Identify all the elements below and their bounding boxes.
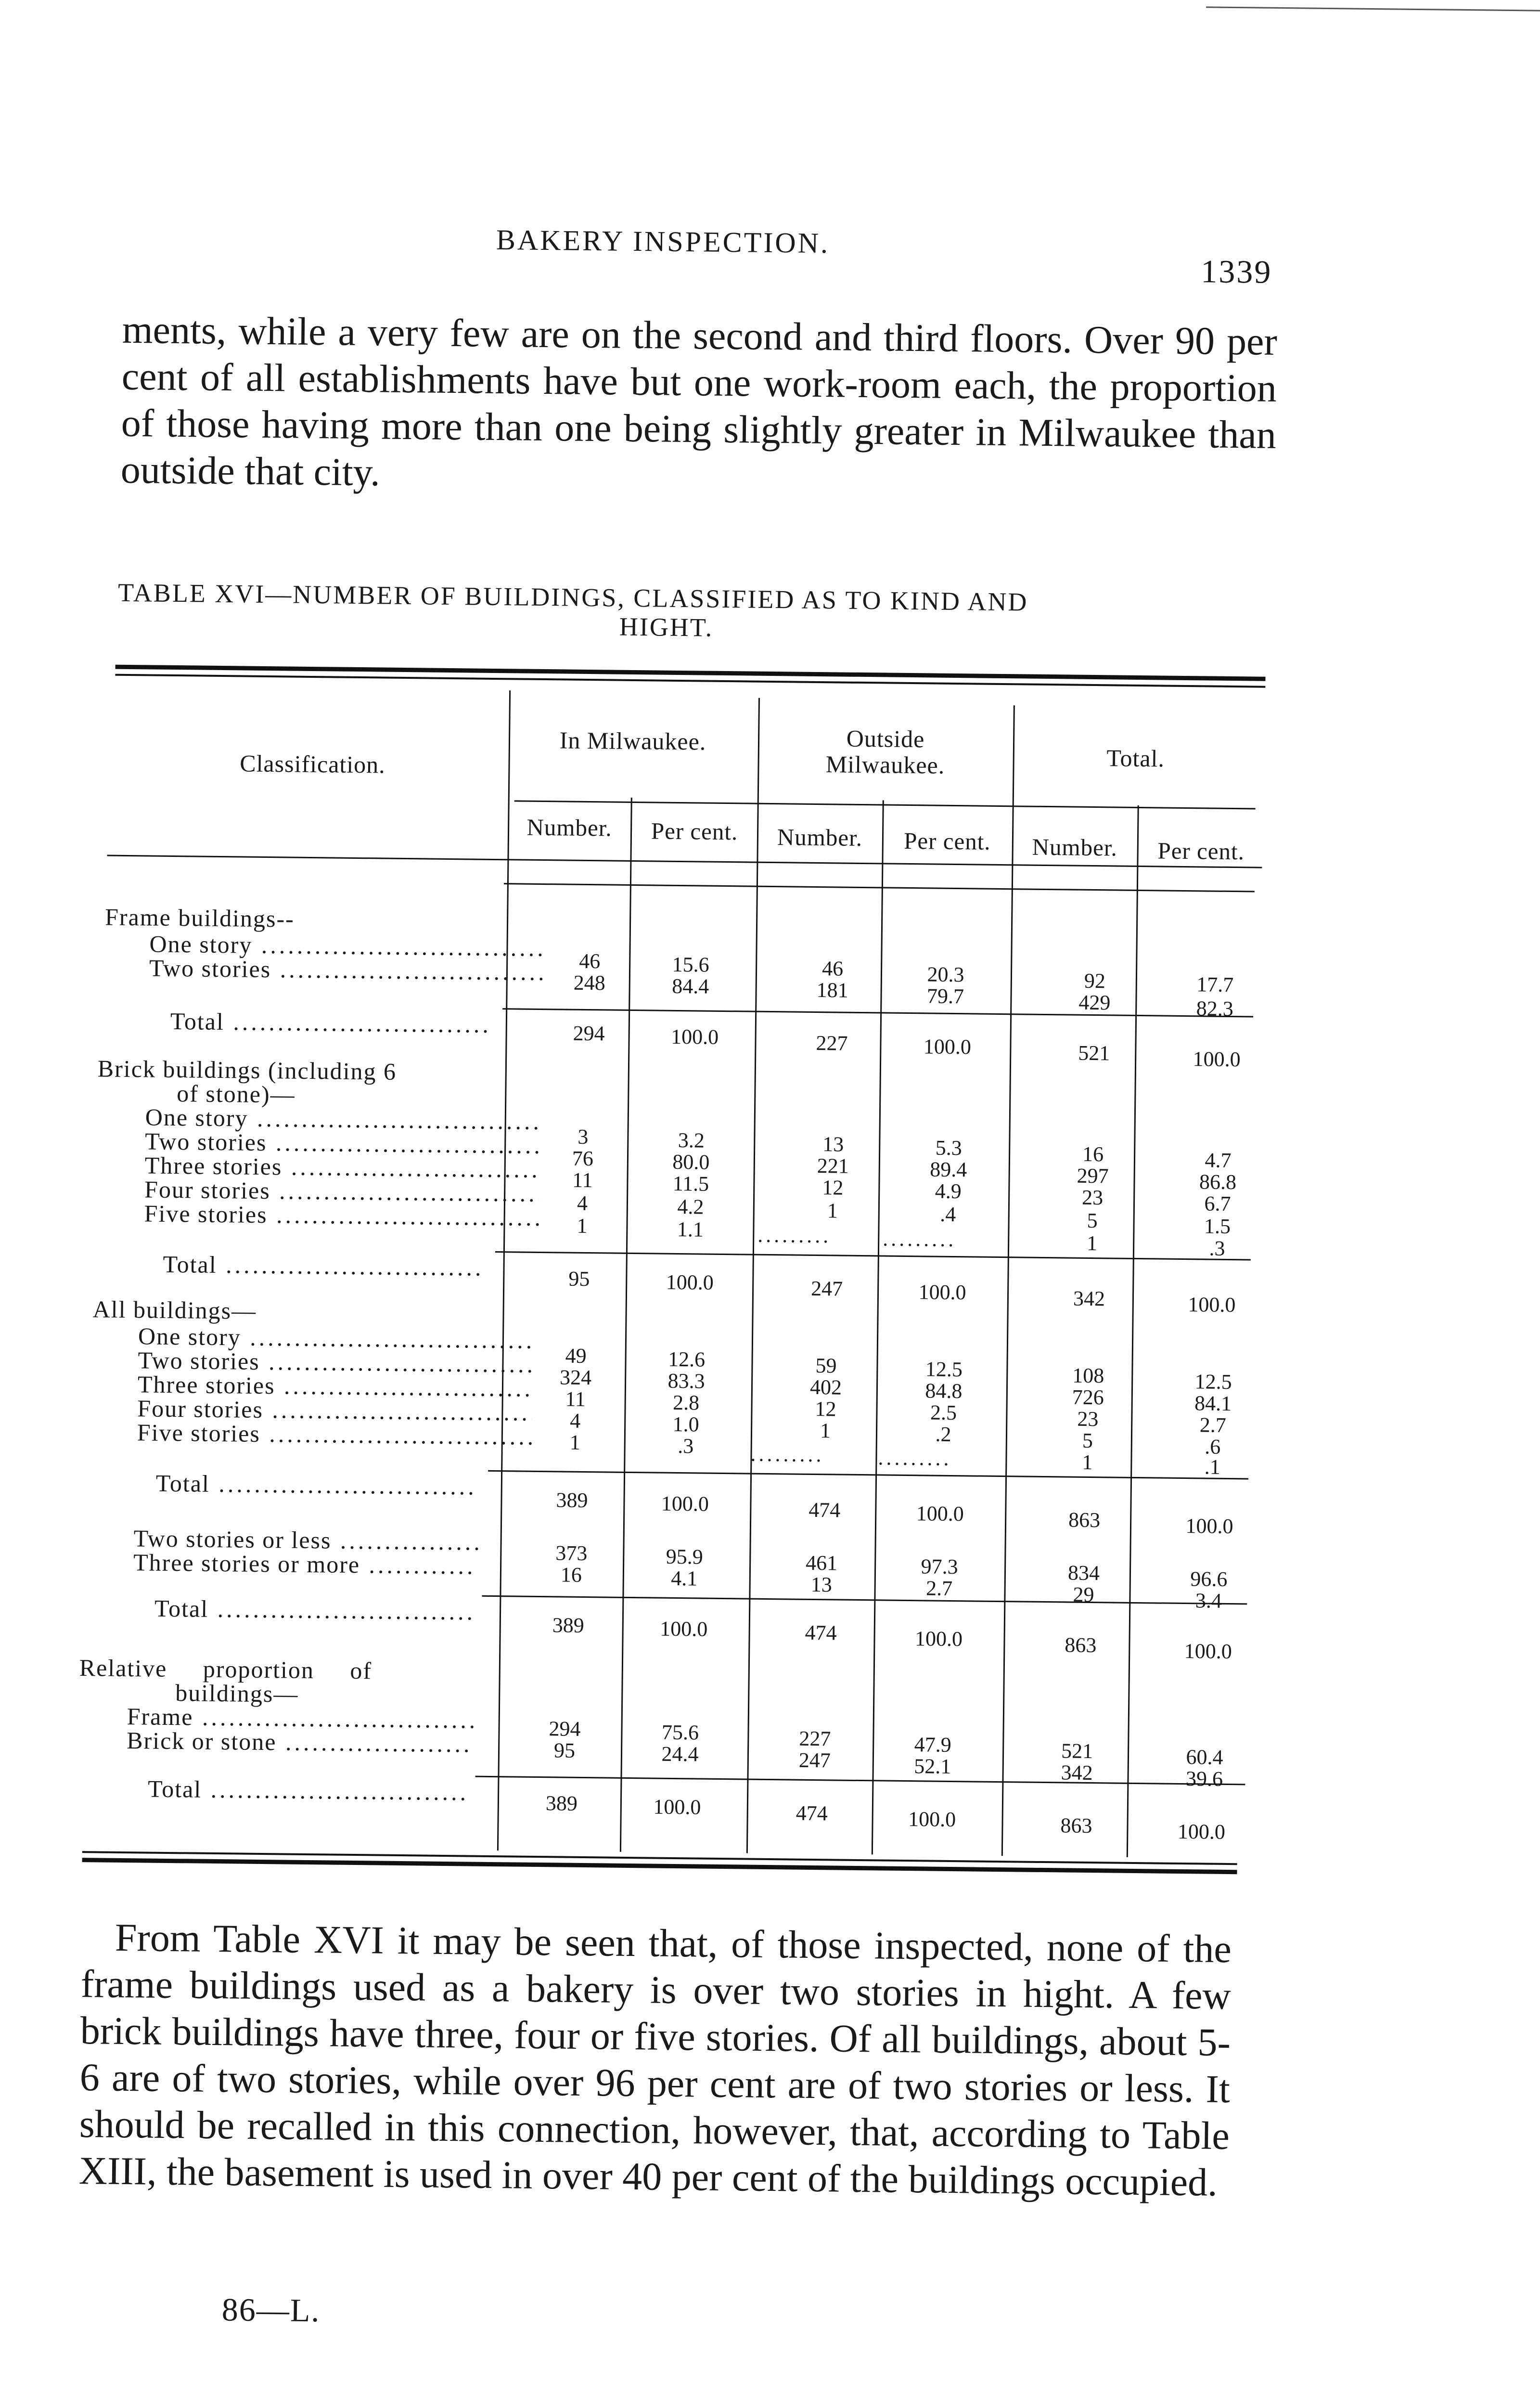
table-title-line2: HIGHT. [619,612,714,642]
table-cell: 100.0 [923,1035,972,1059]
table-cell: 84.8 [925,1379,962,1403]
table-cell: 100.0 [1188,1293,1236,1317]
table-cell: 76 [572,1146,594,1171]
col-divider-3 [746,698,760,1853]
table-cell: 521 [1061,1739,1093,1763]
total-label: Total ..... [148,1775,466,1806]
table-cell: 100.0 [1193,1047,1241,1072]
col-divider-5 [1001,705,1015,1856]
table-cell: 23 [1081,1185,1104,1210]
table-cell: 15.6 [672,952,709,977]
section-heading-cont: buildings— [175,1679,299,1708]
table-cell: 46 [821,957,844,981]
table-cell: 429 [1078,990,1111,1015]
table-cell: 2.5 [930,1400,957,1425]
table-cell: 389 [552,1613,585,1638]
row-label: Four stories ..... [144,1175,539,1207]
table-cell: 100.0 [659,1617,708,1641]
row-label: Frame ..... [127,1702,474,1734]
table-cell: 92 [1084,969,1106,993]
empty-cell-dots: ......... [750,1442,824,1467]
table-cell: .6 [1205,1435,1221,1459]
table-cell: .1 [1204,1455,1221,1479]
table-cell: 12 [815,1397,836,1421]
table-cell: 60.4 [1186,1745,1223,1769]
section-heading: All buildings— [92,1295,257,1324]
table-cell: 2.7 [1199,1413,1226,1437]
page-edge-line [1206,6,1540,12]
table-cell: 248 [573,971,606,995]
paragraph-bottom-text: From Table XVI it may be seen that, of those inspected, none of the frame buildings used as a bakery is over two stories in hight. A few brick buildings have three, four or five stories. Of all buildings, about 5-6 are of two stories, while over 96 per cent are of two stories or less. It should be recalled in this connection, however, that, according to Table XIII, the basement is used in over 40 per cent of the buildings occupied. [78,1915,1232,2204]
table-bottom-rule-thick [82,1858,1237,1874]
subheader-percent-outside: Per cent. [903,827,991,855]
table-cell: 521 [1078,1041,1110,1065]
table-cell: 4 [577,1191,588,1216]
table-cell: 100.0 [666,1270,714,1294]
subheader-number-total: Number. [1032,833,1118,861]
table-cell: 46 [578,949,601,973]
table-title-line1: TABLE XVI—NUMBER OF BUILDINGS, CLASSIFIED AS TO KIND AND [117,578,1028,617]
table-cell: 12.6 [667,1347,706,1372]
running-head: BAKERY INSPECTION. [496,223,830,259]
table-cell: 6.7 [1204,1191,1231,1216]
table-cell: 84.1 [1194,1391,1232,1416]
row-label: One story ..... [138,1322,533,1354]
table-cell: 96.6 [1190,1567,1228,1591]
table-cell: 5.3 [935,1136,962,1160]
table-cell: 1 [820,1419,831,1443]
table-cell: 59 [815,1354,837,1378]
table-cell: .2 [935,1422,951,1446]
row-label: Five stories ..... [144,1199,539,1231]
header-outside: Outside Milwaukee. [825,725,945,779]
table-cell: 4.1 [671,1566,698,1591]
table-cell: 294 [549,1717,581,1741]
table-cell: .3 [677,1434,694,1458]
table-cell: 3 [578,1125,589,1149]
table-cell: 834 [1067,1561,1100,1585]
table-cell: 5 [1087,1208,1098,1233]
table-cell: 100.0 [908,1807,956,1832]
table-cell: 95 [568,1267,590,1291]
table-cell: 82.3 [1196,996,1234,1021]
table-cell: 83.3 [667,1369,705,1393]
table-cell: 100.0 [1184,1639,1232,1664]
table-cell: 108 [1072,1363,1104,1388]
table-cell: 1 [569,1430,581,1454]
table-cell: 373 [555,1541,588,1566]
paragraph-bottom [78,1914,1232,2206]
table-cell: 97.3 [921,1554,958,1579]
table-cell: 4.2 [677,1194,704,1219]
table-cell: 80.0 [672,1150,710,1174]
table-cell: 100.0 [1177,1819,1226,1844]
row-label: Two stories or less ..... [133,1524,480,1556]
table-cell: 16 [560,1563,582,1587]
row-label: One story ..... [145,1103,540,1135]
table-cell: 5 [1082,1428,1093,1453]
table-cell: .3 [1209,1236,1225,1260]
table-cell: 12.5 [1194,1370,1232,1394]
table-cell: 3.4 [1195,1589,1222,1613]
table-cell: 247 [798,1748,831,1773]
subheader-number-outside: Number. [777,824,863,851]
table-cell: 29 [1073,1582,1094,1607]
table-cell: 4 [569,1409,581,1433]
row-label: One story ..... [149,930,544,962]
table-cell: 100.0 [916,1501,964,1526]
table-cell: 11 [565,1387,586,1411]
row-label: Three stories or more ..... [133,1548,475,1579]
header-total: Total. [1106,744,1165,772]
table-top-rule-thick [116,665,1266,681]
empty-cell-dots: ......... [757,1223,832,1248]
table-cell: 342 [1073,1286,1105,1311]
table-cell: 17.7 [1196,972,1234,997]
table-cell: 474 [808,1498,841,1522]
total-label: Total ..... [163,1250,486,1281]
table-cell: 221 [817,1154,849,1178]
body-top-rule [504,883,1255,892]
table-cell: 12.5 [925,1357,963,1382]
empty-cell-dots: ......... [882,1227,957,1252]
table-cell: 342 [1061,1760,1093,1785]
table-cell: 1 [827,1199,838,1223]
table-cell: 726 [1072,1385,1104,1410]
table-cell: 324 [559,1365,592,1390]
table-cell: 79.7 [926,984,964,1009]
table-cell: 863 [1065,1633,1097,1657]
section-heading: Brick buildings (including 6 [97,1055,397,1085]
table-cell: 89.4 [930,1157,967,1182]
table-cell: 297 [1077,1164,1109,1188]
subheader-percent-milwaukee: Per cent. [651,817,738,845]
col-divider-6 [1127,805,1139,1857]
table-cell: 47.9 [914,1733,952,1757]
table-cell: 100.0 [914,1627,963,1651]
row-label: Four stories ..... [137,1394,532,1426]
table-cell: 402 [809,1375,842,1399]
table-cell: 1 [1086,1231,1098,1255]
table-cell: 13 [822,1132,844,1156]
table-cell: 20.3 [927,962,964,987]
table-cell: 1 [1082,1450,1093,1475]
row-label: Two stories ..... [145,1127,540,1159]
table-cell: 247 [810,1276,843,1301]
table-cell: 1 [577,1214,588,1238]
table-cell: 39.6 [1185,1767,1223,1791]
table-cell: 11.5 [672,1171,709,1196]
table-cell: 49 [565,1344,587,1368]
table-cell: 100.0 [670,1024,719,1049]
header-classification: Classification. [239,750,386,778]
total-label: Total ..... [156,1469,479,1501]
table-cell: 1.0 [672,1412,699,1436]
table-cell: 294 [573,1021,605,1046]
subheader-percent-total: Per cent. [1157,837,1245,865]
header-group-rule [514,800,1256,809]
table-cell: 1.1 [677,1217,704,1242]
table-cell: 2.8 [672,1390,700,1415]
table-cell: 4.7 [1205,1148,1232,1173]
row-label: Brick or stone ..... [127,1726,474,1758]
table-cell: 474 [796,1801,828,1825]
row-label: Two stories ..... [138,1346,533,1378]
total-rule [475,1776,1245,1786]
table-cell: .4 [940,1202,956,1227]
table-cell: 16 [1082,1142,1104,1166]
table-cell: 100.0 [1185,1514,1233,1539]
table-cell: 227 [816,1031,848,1055]
table-cell: 389 [556,1488,588,1513]
table-cell: 474 [805,1620,837,1645]
paragraph-top: ments, while a very few are on the second and third floors. Over 90 per cent of all establishments have but one work-room each, the proportion of those having more than one being slightly greater in Milwaukee than outside that city. [120,307,1278,494]
table-cell: 24.4 [661,1742,699,1766]
table-cell: 389 [545,1791,578,1815]
table-cell: 227 [799,1726,831,1751]
table-title [117,578,1273,648]
table-cell: 1.5 [1204,1214,1231,1239]
table-cell: 12 [822,1176,844,1200]
row-label: Three stories ..... [144,1151,539,1183]
header-milwaukee: In Milwaukee. [559,726,706,755]
total-label: Total ..... [170,1007,493,1038]
table-cell: 2.7 [925,1576,953,1601]
table-cell: 75.6 [661,1720,699,1745]
empty-cell-dots: ......... [878,1446,952,1470]
table-cell: 181 [816,978,848,1002]
page-number: 1339 [1200,253,1272,290]
subheader-number-milwaukee: Number. [526,814,613,841]
section-heading: Relative proportion of [79,1654,372,1684]
table-cell: 461 [805,1551,838,1575]
row-label: Two stories ..... [149,954,544,986]
row-label: Three stories ..... [138,1370,533,1402]
table-cell: 11 [572,1168,593,1192]
row-label: Five stories ..... [137,1418,532,1450]
table-cell: 100.0 [653,1795,701,1819]
table-cell: 23 [1077,1407,1099,1431]
table-cell: 84.4 [671,974,709,998]
col-divider-1 [497,690,511,1851]
table-cell: 52.1 [914,1754,951,1779]
table-cell: 86.8 [1199,1170,1237,1194]
signature-mark: 86—L. [221,2291,321,2329]
section-heading: Frame buildings-- [104,903,295,932]
section-heading-cont: of stone)— [177,1080,295,1108]
table-cell: 95 [553,1738,576,1762]
table-cell: 100.0 [661,1491,709,1516]
table-cell: 3.2 [678,1128,705,1152]
table-cell: 863 [1060,1813,1092,1838]
table-cell: 95.9 [666,1544,704,1569]
table-cell: 100.0 [918,1280,966,1305]
total-label: Total ..... [154,1594,473,1626]
table-cell: 13 [810,1572,832,1597]
table-cell: 4.9 [935,1179,962,1204]
table-cell: 863 [1068,1508,1101,1532]
